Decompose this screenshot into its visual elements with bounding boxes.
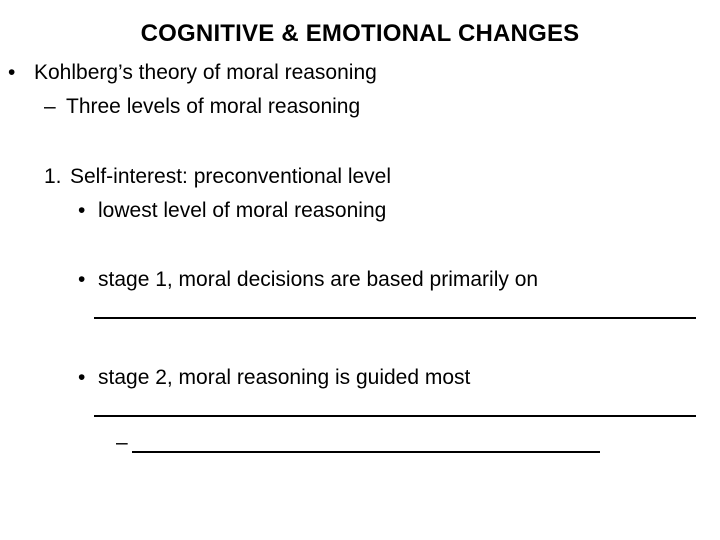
bullet-stage-2: stage 2, moral reasoning is guided most (98, 366, 471, 389)
bullet-marker: • (78, 199, 86, 222)
fill-in-blank-line-short (132, 451, 600, 453)
bullet-lowest-level: lowest level of moral reasoning (98, 199, 387, 222)
number-marker: 1. (44, 165, 62, 188)
bullet-kohlberg-theory: Kohlberg’s theory of moral reasoning (34, 61, 377, 84)
bullet-marker: • (78, 268, 86, 291)
dash-marker: – (44, 95, 56, 118)
bullet-stage-1: stage 1, moral decisions are based primarily on (98, 268, 539, 291)
numbered-item-self-interest: Self-interest: preconventional level (70, 165, 392, 188)
fill-in-blank-line (94, 415, 696, 417)
fill-in-blank-line (94, 317, 696, 319)
slide-title: COGNITIVE & EMOTIONAL CHANGES (140, 20, 580, 47)
subbullet-three-levels: Three levels of moral reasoning (66, 95, 361, 118)
bullet-marker: • (78, 366, 86, 389)
dash-marker: – (116, 431, 128, 454)
bullet-marker: • (8, 61, 16, 84)
